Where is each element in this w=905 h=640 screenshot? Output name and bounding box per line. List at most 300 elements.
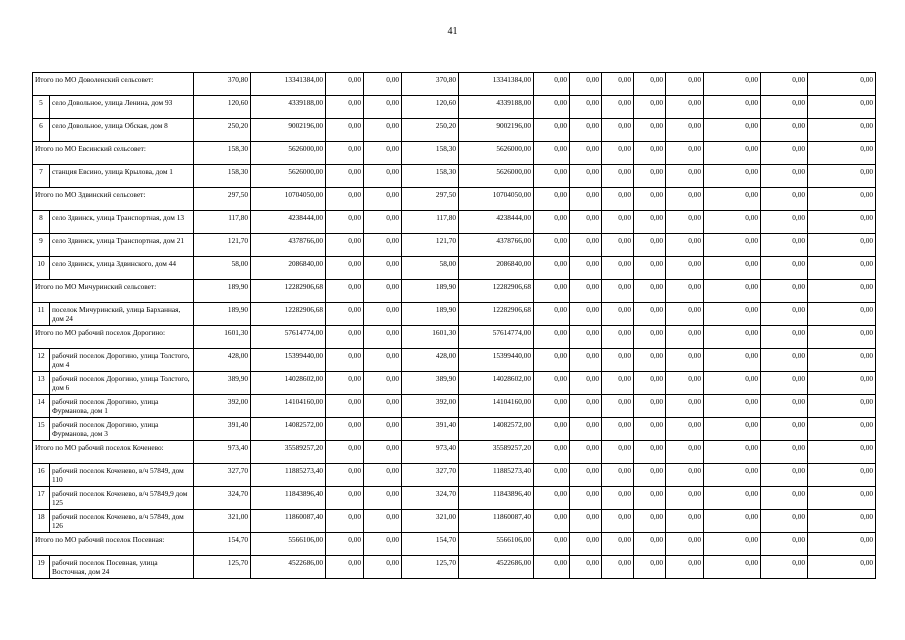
row-number: 6 xyxy=(33,119,50,142)
value-cell: 0,00 xyxy=(666,464,704,487)
address-cell: село Здвинск, улица Транспортная, дом 21 xyxy=(50,234,194,257)
value-cell: 35589257,20 xyxy=(251,441,326,464)
value-cell: 297,50 xyxy=(402,188,459,211)
value-cell: 0,00 xyxy=(704,487,761,510)
value-cell: 0,00 xyxy=(761,372,808,395)
value-cell: 0,00 xyxy=(704,73,761,96)
value-cell: 158,30 xyxy=(194,142,251,165)
value-cell: 0,00 xyxy=(326,349,364,372)
value-cell: 973,40 xyxy=(402,441,459,464)
value-cell: 0,00 xyxy=(634,464,666,487)
value-cell: 0,00 xyxy=(364,510,402,533)
value-cell: 0,00 xyxy=(761,257,808,280)
value-cell: 0,00 xyxy=(808,418,876,441)
total-row xyxy=(33,188,876,211)
value-cell: 0,00 xyxy=(704,280,761,303)
value-cell: 4238444,00 xyxy=(251,211,326,234)
table-row xyxy=(33,418,876,441)
value-cell: 391,40 xyxy=(194,418,251,441)
value-cell: 0,00 xyxy=(570,418,602,441)
value-cell: 58,00 xyxy=(194,257,251,280)
address-cell: село Довольное, улица Обская, дом 8 xyxy=(50,119,194,142)
total-row xyxy=(33,280,876,303)
address-cell: рабочий поселок Дорогино, улица Фурманова, дом 1 xyxy=(50,395,194,418)
value-cell: 35589257,20 xyxy=(459,441,534,464)
value-cell: 0,00 xyxy=(704,556,761,579)
value-cell: 2086840,00 xyxy=(251,257,326,280)
address-cell: станция Евсино, улица Крылова, дом 1 xyxy=(50,165,194,188)
value-cell: 4238444,00 xyxy=(459,211,534,234)
value-cell: 0,00 xyxy=(761,556,808,579)
value-cell: 11843896,40 xyxy=(459,487,534,510)
value-cell: 0,00 xyxy=(602,73,634,96)
value-cell: 0,00 xyxy=(761,533,808,556)
value-cell: 0,00 xyxy=(634,556,666,579)
value-cell: 0,00 xyxy=(364,418,402,441)
address-cell: рабочий поселок Коченево, в/ч 57849,9 дом 125 xyxy=(50,487,194,510)
value-cell: 0,00 xyxy=(634,395,666,418)
value-cell: 297,50 xyxy=(194,188,251,211)
value-cell: 0,00 xyxy=(634,418,666,441)
value-cell: 0,00 xyxy=(326,441,364,464)
value-cell: 0,00 xyxy=(666,441,704,464)
value-cell: 12282906,68 xyxy=(251,303,326,326)
value-cell: 5626000,00 xyxy=(459,142,534,165)
total-label: Итого по МО рабочий поселок Дорогино: xyxy=(33,326,194,349)
value-cell: 0,00 xyxy=(534,487,570,510)
value-cell: 1601,30 xyxy=(402,326,459,349)
value-cell: 0,00 xyxy=(534,119,570,142)
value-cell: 0,00 xyxy=(634,533,666,556)
row-number: 16 xyxy=(33,464,50,487)
value-cell: 0,00 xyxy=(666,372,704,395)
row-number: 12 xyxy=(33,349,50,372)
value-cell: 0,00 xyxy=(761,395,808,418)
value-cell: 0,00 xyxy=(364,165,402,188)
value-cell: 0,00 xyxy=(364,142,402,165)
value-cell: 0,00 xyxy=(364,280,402,303)
table-row xyxy=(33,165,876,188)
value-cell: 125,70 xyxy=(402,556,459,579)
value-cell: 4522686,00 xyxy=(251,556,326,579)
value-cell: 158,30 xyxy=(402,142,459,165)
value-cell: 321,00 xyxy=(402,510,459,533)
value-cell: 117,80 xyxy=(194,211,251,234)
value-cell: 0,00 xyxy=(326,234,364,257)
value-cell: 14104160,00 xyxy=(459,395,534,418)
value-cell: 0,00 xyxy=(602,211,634,234)
value-cell: 0,00 xyxy=(602,165,634,188)
value-cell: 0,00 xyxy=(666,303,704,326)
total-label: Итого по МО Мичуринский сельсовет: xyxy=(33,280,194,303)
value-cell: 0,00 xyxy=(570,441,602,464)
value-cell: 0,00 xyxy=(808,556,876,579)
value-cell: 0,00 xyxy=(761,73,808,96)
value-cell: 0,00 xyxy=(761,96,808,119)
value-cell: 4339188,00 xyxy=(459,96,534,119)
value-cell: 158,30 xyxy=(402,165,459,188)
value-cell: 0,00 xyxy=(602,96,634,119)
value-cell: 0,00 xyxy=(808,211,876,234)
value-cell: 0,00 xyxy=(666,487,704,510)
address-cell: село Довольное, улица Ленина, дом 93 xyxy=(50,96,194,119)
value-cell: 0,00 xyxy=(326,165,364,188)
value-cell: 0,00 xyxy=(570,464,602,487)
data-table xyxy=(32,72,876,579)
value-cell: 0,00 xyxy=(364,487,402,510)
value-cell: 0,00 xyxy=(808,349,876,372)
value-cell: 0,00 xyxy=(761,188,808,211)
value-cell: 0,00 xyxy=(534,510,570,533)
row-number: 9 xyxy=(33,234,50,257)
value-cell: 0,00 xyxy=(570,487,602,510)
value-cell: 0,00 xyxy=(704,96,761,119)
value-cell: 0,00 xyxy=(570,349,602,372)
value-cell: 0,00 xyxy=(602,280,634,303)
value-cell: 0,00 xyxy=(534,188,570,211)
value-cell: 0,00 xyxy=(634,372,666,395)
value-cell: 0,00 xyxy=(704,395,761,418)
value-cell: 14082572,00 xyxy=(251,418,326,441)
table-row xyxy=(33,303,876,326)
value-cell: 0,00 xyxy=(808,510,876,533)
value-cell: 0,00 xyxy=(364,395,402,418)
value-cell: 0,00 xyxy=(602,464,634,487)
value-cell: 0,00 xyxy=(704,165,761,188)
value-cell: 0,00 xyxy=(326,211,364,234)
value-cell: 389,90 xyxy=(194,372,251,395)
value-cell: 14082572,00 xyxy=(459,418,534,441)
value-cell: 0,00 xyxy=(326,372,364,395)
value-cell: 0,00 xyxy=(634,349,666,372)
value-cell: 0,00 xyxy=(666,395,704,418)
value-cell: 0,00 xyxy=(570,119,602,142)
value-cell: 0,00 xyxy=(808,326,876,349)
row-number: 10 xyxy=(33,257,50,280)
value-cell: 10704050,00 xyxy=(251,188,326,211)
value-cell: 0,00 xyxy=(808,464,876,487)
value-cell: 11860087,40 xyxy=(459,510,534,533)
value-cell: 0,00 xyxy=(704,418,761,441)
value-cell: 0,00 xyxy=(326,533,364,556)
value-cell: 0,00 xyxy=(326,395,364,418)
address-cell: рабочий поселок Дорогино, улица Фурманова, дом 3 xyxy=(50,418,194,441)
value-cell: 0,00 xyxy=(534,165,570,188)
value-cell: 0,00 xyxy=(761,165,808,188)
page-number: 41 xyxy=(447,26,458,37)
value-cell: 0,00 xyxy=(534,372,570,395)
value-cell: 117,80 xyxy=(402,211,459,234)
value-cell: 0,00 xyxy=(704,188,761,211)
value-cell: 0,00 xyxy=(704,211,761,234)
value-cell: 0,00 xyxy=(570,280,602,303)
total-row xyxy=(33,73,876,96)
total-row xyxy=(33,441,876,464)
value-cell: 0,00 xyxy=(534,234,570,257)
value-cell: 5626000,00 xyxy=(459,165,534,188)
value-cell: 324,70 xyxy=(402,487,459,510)
value-cell: 0,00 xyxy=(634,96,666,119)
row-number: 19 xyxy=(33,556,50,579)
value-cell: 0,00 xyxy=(602,556,634,579)
value-cell: 0,00 xyxy=(570,234,602,257)
value-cell: 0,00 xyxy=(364,349,402,372)
value-cell: 0,00 xyxy=(808,372,876,395)
row-number: 17 xyxy=(33,487,50,510)
value-cell: 0,00 xyxy=(602,257,634,280)
value-cell: 327,70 xyxy=(402,464,459,487)
value-cell: 0,00 xyxy=(634,211,666,234)
value-cell: 0,00 xyxy=(761,303,808,326)
value-cell: 0,00 xyxy=(761,142,808,165)
value-cell: 0,00 xyxy=(761,464,808,487)
value-cell: 0,00 xyxy=(761,119,808,142)
value-cell: 0,00 xyxy=(634,142,666,165)
address-cell: поселок Мичуринский, улица Барханная, дом 24 xyxy=(50,303,194,326)
value-cell: 324,70 xyxy=(194,487,251,510)
value-cell: 0,00 xyxy=(534,280,570,303)
value-cell: 0,00 xyxy=(704,234,761,257)
value-cell: 0,00 xyxy=(326,487,364,510)
value-cell: 2086840,00 xyxy=(459,257,534,280)
value-cell: 0,00 xyxy=(704,257,761,280)
value-cell: 0,00 xyxy=(602,349,634,372)
value-cell: 973,40 xyxy=(194,441,251,464)
value-cell: 0,00 xyxy=(364,188,402,211)
row-number: 14 xyxy=(33,395,50,418)
value-cell: 0,00 xyxy=(704,326,761,349)
value-cell: 0,00 xyxy=(704,372,761,395)
value-cell: 0,00 xyxy=(364,257,402,280)
value-cell: 0,00 xyxy=(326,142,364,165)
table-row xyxy=(33,96,876,119)
value-cell: 11885273,40 xyxy=(459,464,534,487)
table-row xyxy=(33,372,876,395)
value-cell: 0,00 xyxy=(534,464,570,487)
value-cell: 15399440,00 xyxy=(459,349,534,372)
value-cell: 57614774,00 xyxy=(459,326,534,349)
value-cell: 0,00 xyxy=(761,487,808,510)
value-cell: 0,00 xyxy=(808,165,876,188)
value-cell: 5626000,00 xyxy=(251,165,326,188)
value-cell: 0,00 xyxy=(761,349,808,372)
value-cell: 0,00 xyxy=(364,234,402,257)
value-cell: 0,00 xyxy=(326,556,364,579)
value-cell: 0,00 xyxy=(326,510,364,533)
value-cell: 0,00 xyxy=(326,464,364,487)
value-cell: 389,90 xyxy=(402,372,459,395)
value-cell: 4378766,00 xyxy=(459,234,534,257)
value-cell: 0,00 xyxy=(704,533,761,556)
value-cell: 0,00 xyxy=(808,142,876,165)
row-number: 11 xyxy=(33,303,50,326)
value-cell: 0,00 xyxy=(534,441,570,464)
value-cell: 0,00 xyxy=(602,418,634,441)
value-cell: 0,00 xyxy=(570,372,602,395)
address-cell: рабочий поселок Дорогино, улица Толстого, дом 6 xyxy=(50,372,194,395)
value-cell: 0,00 xyxy=(570,165,602,188)
value-cell: 370,80 xyxy=(194,73,251,96)
value-cell: 12282906,68 xyxy=(251,280,326,303)
value-cell: 0,00 xyxy=(602,441,634,464)
value-cell: 0,00 xyxy=(666,165,704,188)
value-cell: 0,00 xyxy=(602,372,634,395)
value-cell: 0,00 xyxy=(534,556,570,579)
value-cell: 392,00 xyxy=(402,395,459,418)
value-cell: 0,00 xyxy=(666,326,704,349)
value-cell: 0,00 xyxy=(704,510,761,533)
value-cell: 0,00 xyxy=(326,280,364,303)
value-cell: 0,00 xyxy=(534,96,570,119)
value-cell: 250,20 xyxy=(402,119,459,142)
value-cell: 0,00 xyxy=(634,441,666,464)
value-cell: 58,00 xyxy=(402,257,459,280)
table-row xyxy=(33,556,876,579)
value-cell: 0,00 xyxy=(602,142,634,165)
row-number: 5 xyxy=(33,96,50,119)
value-cell: 0,00 xyxy=(534,395,570,418)
value-cell: 189,90 xyxy=(194,280,251,303)
total-row xyxy=(33,326,876,349)
value-cell: 0,00 xyxy=(534,211,570,234)
value-cell: 0,00 xyxy=(761,280,808,303)
value-cell: 0,00 xyxy=(534,533,570,556)
value-cell: 0,00 xyxy=(761,441,808,464)
value-cell: 428,00 xyxy=(194,349,251,372)
value-cell: 0,00 xyxy=(666,510,704,533)
value-cell: 0,00 xyxy=(808,257,876,280)
value-cell: 0,00 xyxy=(326,418,364,441)
table-row xyxy=(33,211,876,234)
value-cell: 0,00 xyxy=(570,73,602,96)
value-cell: 12282906,68 xyxy=(459,303,534,326)
value-cell: 154,70 xyxy=(402,533,459,556)
value-cell: 391,40 xyxy=(402,418,459,441)
value-cell: 0,00 xyxy=(602,510,634,533)
value-cell: 0,00 xyxy=(808,119,876,142)
value-cell: 0,00 xyxy=(808,73,876,96)
table-row xyxy=(33,234,876,257)
value-cell: 0,00 xyxy=(570,96,602,119)
value-cell: 321,00 xyxy=(194,510,251,533)
value-cell: 15399440,00 xyxy=(251,349,326,372)
row-number: 13 xyxy=(33,372,50,395)
value-cell: 0,00 xyxy=(570,326,602,349)
value-cell: 0,00 xyxy=(808,395,876,418)
value-cell: 0,00 xyxy=(570,142,602,165)
value-cell: 14028602,00 xyxy=(251,372,326,395)
value-cell: 0,00 xyxy=(326,119,364,142)
value-cell: 0,00 xyxy=(808,234,876,257)
address-cell: село Здвинск, улица Здвинского, дом 44 xyxy=(50,257,194,280)
value-cell: 9002196,00 xyxy=(251,119,326,142)
address-cell: рабочий поселок Дорогино, улица Толстого, дом 4 xyxy=(50,349,194,372)
total-label: Итого по МО рабочий поселок Коченево: xyxy=(33,441,194,464)
row-number: 7 xyxy=(33,165,50,188)
table-row xyxy=(33,349,876,372)
value-cell: 0,00 xyxy=(570,533,602,556)
value-cell: 0,00 xyxy=(808,280,876,303)
value-cell: 0,00 xyxy=(602,533,634,556)
total-row xyxy=(33,142,876,165)
value-cell: 9002196,00 xyxy=(459,119,534,142)
value-cell: 0,00 xyxy=(534,418,570,441)
table-row xyxy=(33,119,876,142)
value-cell: 14028602,00 xyxy=(459,372,534,395)
value-cell: 120,60 xyxy=(194,96,251,119)
total-row xyxy=(33,533,876,556)
value-cell: 0,00 xyxy=(761,418,808,441)
value-cell: 1601,30 xyxy=(194,326,251,349)
value-cell: 0,00 xyxy=(364,372,402,395)
value-cell: 0,00 xyxy=(666,188,704,211)
value-cell: 0,00 xyxy=(534,349,570,372)
value-cell: 57614774,00 xyxy=(251,326,326,349)
value-cell: 0,00 xyxy=(761,211,808,234)
value-cell: 0,00 xyxy=(534,73,570,96)
value-cell: 189,90 xyxy=(402,303,459,326)
value-cell: 370,80 xyxy=(402,73,459,96)
table-row xyxy=(33,464,876,487)
value-cell: 0,00 xyxy=(570,211,602,234)
value-cell: 0,00 xyxy=(364,303,402,326)
value-cell: 0,00 xyxy=(808,487,876,510)
value-cell: 0,00 xyxy=(808,533,876,556)
value-cell: 0,00 xyxy=(808,303,876,326)
value-cell: 4378766,00 xyxy=(251,234,326,257)
value-cell: 0,00 xyxy=(666,96,704,119)
value-cell: 5566106,00 xyxy=(251,533,326,556)
value-cell: 327,70 xyxy=(194,464,251,487)
address-cell: рабочий поселок Посевная, улица Восточная, дом 24 xyxy=(50,556,194,579)
value-cell: 0,00 xyxy=(570,188,602,211)
value-cell: 0,00 xyxy=(634,188,666,211)
value-cell: 0,00 xyxy=(570,303,602,326)
value-cell: 189,90 xyxy=(402,280,459,303)
value-cell: 14104160,00 xyxy=(251,395,326,418)
value-cell: 0,00 xyxy=(602,188,634,211)
value-cell: 0,00 xyxy=(634,119,666,142)
value-cell: 0,00 xyxy=(534,257,570,280)
value-cell: 0,00 xyxy=(634,326,666,349)
value-cell: 0,00 xyxy=(808,441,876,464)
value-cell: 0,00 xyxy=(666,533,704,556)
value-cell: 0,00 xyxy=(364,556,402,579)
value-cell: 0,00 xyxy=(364,441,402,464)
table-row xyxy=(33,395,876,418)
address-cell: рабочий поселок Коченево, в/ч 57849, дом 110 xyxy=(50,464,194,487)
value-cell: 0,00 xyxy=(666,418,704,441)
value-cell: 0,00 xyxy=(666,211,704,234)
value-cell: 0,00 xyxy=(666,142,704,165)
value-cell: 11843896,40 xyxy=(251,487,326,510)
value-cell: 11885273,40 xyxy=(251,464,326,487)
value-cell: 189,90 xyxy=(194,303,251,326)
value-cell: 121,70 xyxy=(402,234,459,257)
value-cell: 0,00 xyxy=(808,96,876,119)
table-row xyxy=(33,487,876,510)
value-cell: 13341384,00 xyxy=(251,73,326,96)
value-cell: 0,00 xyxy=(634,487,666,510)
value-cell: 0,00 xyxy=(634,73,666,96)
value-cell: 0,00 xyxy=(364,211,402,234)
value-cell: 0,00 xyxy=(326,73,364,96)
value-cell: 4522686,00 xyxy=(459,556,534,579)
value-cell: 0,00 xyxy=(602,395,634,418)
value-cell: 125,70 xyxy=(194,556,251,579)
value-cell: 0,00 xyxy=(602,234,634,257)
value-cell: 12282906,68 xyxy=(459,280,534,303)
